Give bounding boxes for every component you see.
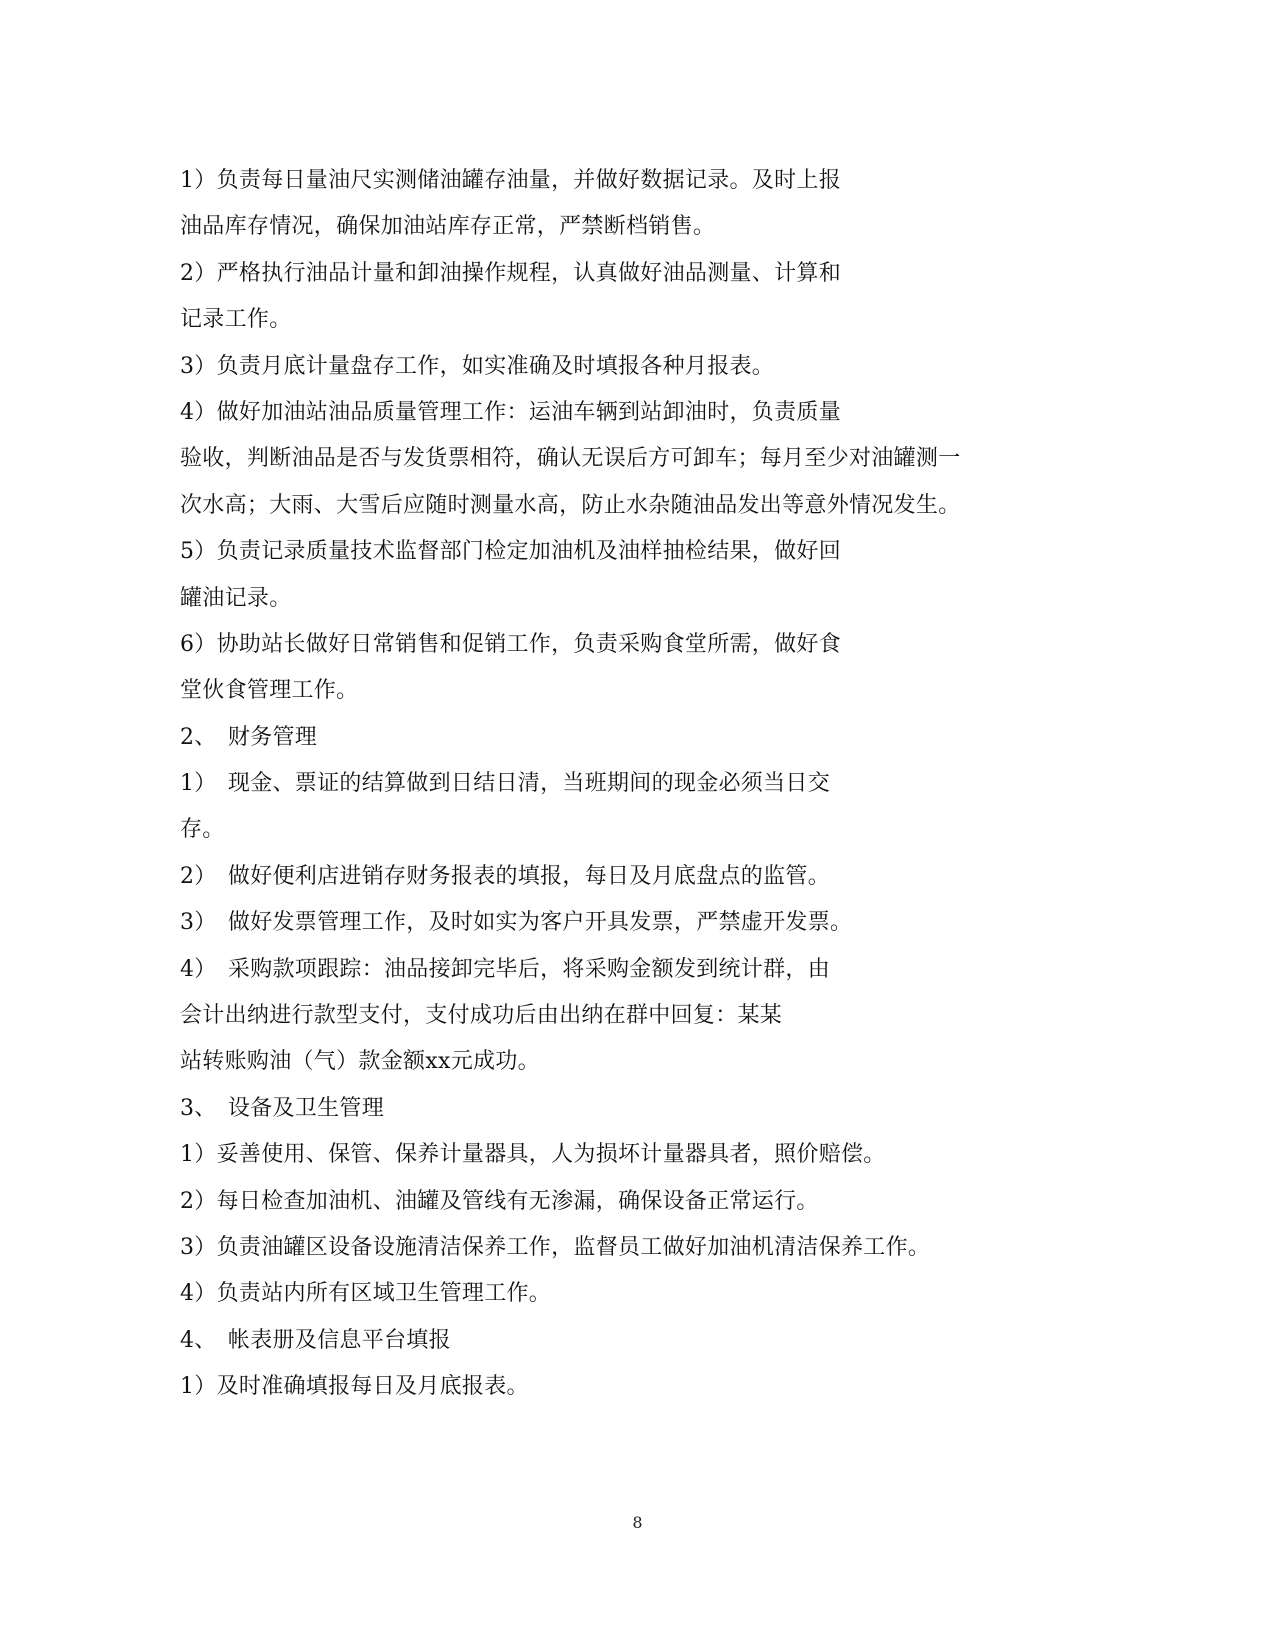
text-line: 1） 现金、票证的结算做到日结日清，当班期间的现金必须当日交: [180, 771, 830, 797]
page-number: 8: [632, 1513, 643, 1532]
body-text: [180, 158, 1060, 1411]
text-line: 1）妥善使用、保管、保养计量器具，人为损坏计量器具者，照价赔偿。: [180, 1142, 886, 1168]
text-line: 验收，判断油品是否与发货票相符，确认无误后方可卸车；每月至少对油罐测一: [180, 446, 961, 472]
section-heading: 3、 设备及卫生管理: [180, 1095, 384, 1121]
text-line: 6）协助站长做好日常销售和促销工作，负责采购食堂所需，做好食: [180, 631, 841, 657]
text-line: 4）负责站内所有区域卫生管理工作。: [180, 1281, 552, 1307]
text-line: 2） 做好便利店进销存财务报表的填报，每日及月底盘点的监管。: [180, 863, 830, 889]
text-line: 3）负责油罐区设备设施清洁保养工作，监督员工做好加油机清洁保养工作。: [180, 1234, 931, 1260]
text-line: 罐油记录。: [180, 585, 292, 611]
text-line: 3）负责月底计量盘存工作，如实准确及时填报各种月报表。: [180, 353, 775, 379]
text-line: 1）及时准确填报每日及月底报表。: [180, 1374, 529, 1400]
text-line: 站转账购油（气）款金额xx元成功。: [180, 1049, 540, 1075]
text-line: 堂伙食管理工作。: [180, 678, 359, 704]
text-line: 2）每日检查加油机、油罐及管线有无渗漏，确保设备正常运行。: [180, 1188, 819, 1214]
text-line: 油品库存情况，确保加油站库存正常，严禁断档销售。: [180, 214, 716, 240]
text-line: 会计出纳进行款型支付，支付成功后由出纳在群中回复：某某: [180, 1003, 783, 1029]
text-line: 次水高；大雨、大雪后应随时测量水高，防止水杂随油品发出等意外情况发生。: [180, 492, 961, 518]
section-heading: 4、 帐表册及信息平台填报: [180, 1327, 451, 1353]
section-heading: 2、 财务管理: [180, 724, 318, 750]
text-line: 2）严格执行油品计量和卸油操作规程，认真做好油品测量、计算和: [180, 260, 841, 286]
text-line: 存。: [180, 817, 225, 843]
text-line: 记录工作。: [180, 307, 292, 333]
text-line: 3） 做好发票管理工作，及时如实为客户开具发票，严禁虚开发票。: [180, 910, 853, 936]
text-line: 4）做好加油站油品质量管理工作：运油车辆到站卸油时，负责质量: [180, 399, 841, 425]
text-line: 1）负责每日量油尺实测储油罐存油量，并做好数据记录。及时上报: [180, 168, 841, 193]
text-line: 5）负责记录质量技术监督部门检定加油机及油样抽检结果，做好回: [180, 539, 841, 565]
text-line: 4） 采购款项跟踪：油品接卸完毕后，将采购金额发到统计群，由: [180, 956, 830, 982]
